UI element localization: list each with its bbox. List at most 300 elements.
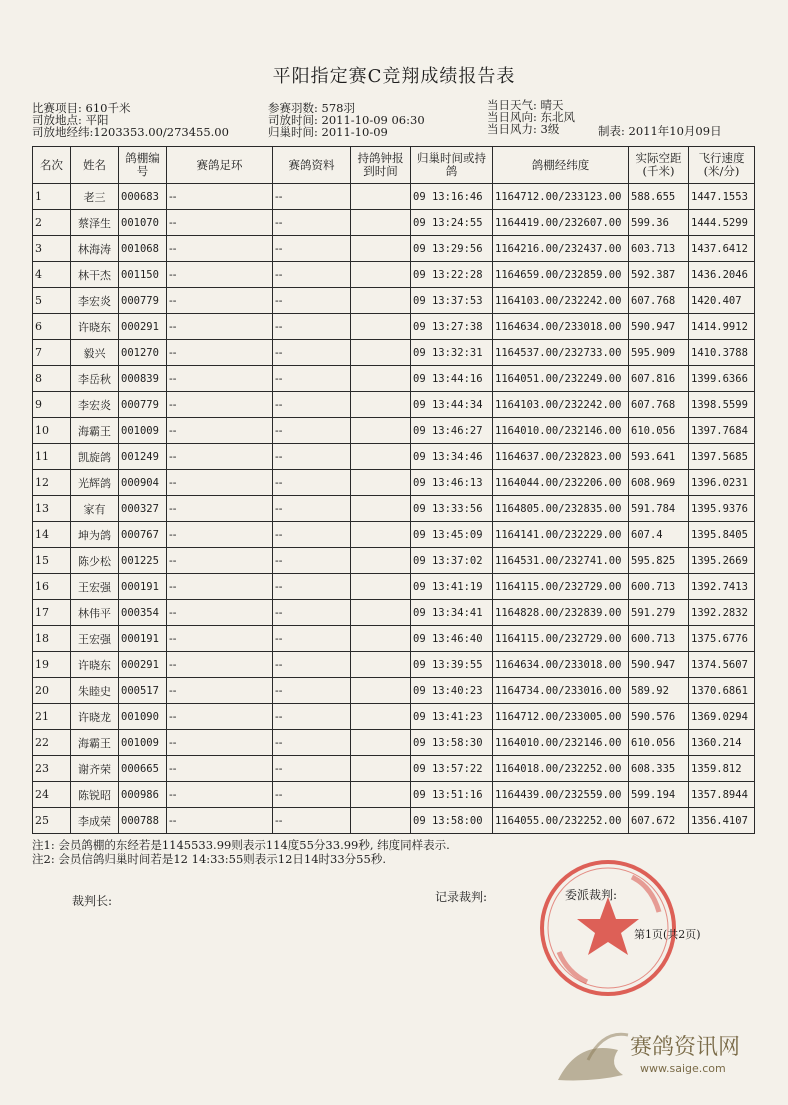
table-cell: 09 13:58:30 [411, 730, 493, 756]
table-cell: 1369.0294 [689, 704, 755, 730]
table-cell: 20 [33, 678, 71, 704]
table-cell: 09 13:44:16 [411, 366, 493, 392]
table-row [33, 262, 755, 288]
table-cell: -- [167, 210, 273, 236]
header-item: 司放地经纬:1203353.00/273455.00 [32, 125, 229, 139]
header-item: 归巢时间: 2011-10-09 [268, 125, 388, 139]
table-cell: -- [167, 496, 273, 522]
table-row [33, 652, 755, 678]
table-cell [351, 314, 411, 340]
table-cell: 1410.3788 [689, 340, 755, 366]
table-cell: -- [167, 262, 273, 288]
table-cell [351, 210, 411, 236]
table-cell: -- [167, 236, 273, 262]
header-item: 当日风力: 3级 [487, 122, 560, 136]
table-cell: 林海涛 [71, 236, 119, 262]
table-cell: 001090 [119, 704, 167, 730]
table-cell: 09 13:33:56 [411, 496, 493, 522]
table-cell: -- [167, 366, 273, 392]
table-cell: 001009 [119, 730, 167, 756]
table-cell: 1 [33, 184, 71, 210]
table-cell: 600.713 [629, 574, 689, 600]
table-cell: -- [167, 574, 273, 600]
table-cell: 1164634.00/233018.00 [493, 314, 629, 340]
table-cell: 09 13:37:53 [411, 288, 493, 314]
table-cell: 1398.5599 [689, 392, 755, 418]
table-cell [351, 340, 411, 366]
table-cell: 591.279 [629, 600, 689, 626]
table-cell: 1396.0231 [689, 470, 755, 496]
table-cell: 000191 [119, 626, 167, 652]
table-cell [351, 470, 411, 496]
table-cell: 09 13:27:38 [411, 314, 493, 340]
table-row [33, 574, 755, 600]
table-cell: 000767 [119, 522, 167, 548]
table-cell [351, 678, 411, 704]
made-date: 制表: 2011年10月09日 [598, 124, 722, 138]
table-cell: -- [273, 756, 351, 782]
table-cell: 607.816 [629, 366, 689, 392]
col-header: 赛鸽足环 [167, 147, 273, 184]
table-cell: 1437.6412 [689, 236, 755, 262]
table-cell: -- [167, 730, 273, 756]
note: 注2: 会员信鸽归巢时间若是12 14:33:55则表示12日14时33分55秒. [32, 852, 386, 866]
table-cell: 1164439.00/232559.00 [493, 782, 629, 808]
table-cell: -- [273, 392, 351, 418]
table-cell: 593.641 [629, 444, 689, 470]
table-cell: 5 [33, 288, 71, 314]
table-cell: 09 13:24:55 [411, 210, 493, 236]
table-cell: 10 [33, 418, 71, 444]
header-item: 参赛羽数: 578羽 [268, 101, 355, 115]
table-cell: 许晓龙 [71, 704, 119, 730]
table-cell: 王宏强 [71, 574, 119, 600]
table-cell: 591.784 [629, 496, 689, 522]
table-cell [351, 652, 411, 678]
table-cell: -- [273, 730, 351, 756]
table-cell: 蔡泽生 [71, 210, 119, 236]
table-cell: -- [273, 548, 351, 574]
table-cell: 1399.6366 [689, 366, 755, 392]
table-cell: 607.768 [629, 392, 689, 418]
table-cell [351, 496, 411, 522]
table-cell: -- [273, 444, 351, 470]
table-row [33, 730, 755, 756]
table-cell: 1392.7413 [689, 574, 755, 600]
table-cell: 1356.4107 [689, 808, 755, 834]
table-cell: 23 [33, 756, 71, 782]
table-cell: 1395.8405 [689, 522, 755, 548]
table-cell: 1357.8944 [689, 782, 755, 808]
table-cell: 610.056 [629, 730, 689, 756]
table-cell: 001150 [119, 262, 167, 288]
table-cell: 许晓东 [71, 652, 119, 678]
table-row [33, 756, 755, 782]
table-cell: -- [273, 574, 351, 600]
table-cell: 12 [33, 470, 71, 496]
table-cell [351, 548, 411, 574]
table-cell: -- [273, 470, 351, 496]
table-cell: 陈少松 [71, 548, 119, 574]
table-row [33, 496, 755, 522]
referee-label: 裁判长: [72, 894, 113, 908]
table-row [33, 808, 755, 834]
table-cell: -- [273, 522, 351, 548]
table-cell: 000291 [119, 314, 167, 340]
table-cell: 1395.2669 [689, 548, 755, 574]
results-table [32, 146, 755, 834]
table-cell: 11 [33, 444, 71, 470]
table-cell: 1164659.00/232859.00 [493, 262, 629, 288]
table-cell: -- [273, 262, 351, 288]
table-cell: 1164103.00/232242.00 [493, 288, 629, 314]
page-number: 第1页(共2页) [634, 928, 701, 941]
table-cell: -- [167, 756, 273, 782]
table-cell: 陈锐昭 [71, 782, 119, 808]
table-cell: 595.825 [629, 548, 689, 574]
table-row [33, 366, 755, 392]
table-cell: 1164018.00/232252.00 [493, 756, 629, 782]
recorder-label: 记录裁判: [435, 890, 488, 904]
table-cell: 16 [33, 574, 71, 600]
header-item: 当日天气: 晴天 [487, 98, 564, 112]
table-cell [351, 782, 411, 808]
table-cell: -- [273, 288, 351, 314]
table-cell: -- [273, 626, 351, 652]
table-cell: 1447.1553 [689, 184, 755, 210]
table-cell: 24 [33, 782, 71, 808]
table-cell: 18 [33, 626, 71, 652]
table-cell: -- [167, 704, 273, 730]
table-cell: 09 13:41:19 [411, 574, 493, 600]
table-cell: 608.335 [629, 756, 689, 782]
table-cell: 001225 [119, 548, 167, 574]
table-cell: 李成荣 [71, 808, 119, 834]
table-cell: 19 [33, 652, 71, 678]
table-cell: 608.969 [629, 470, 689, 496]
table-cell: 001070 [119, 210, 167, 236]
table-cell: 000354 [119, 600, 167, 626]
table-cell: 1164828.00/232839.00 [493, 600, 629, 626]
table-cell [351, 418, 411, 444]
table-row [33, 782, 755, 808]
table-cell: 1164805.00/232835.00 [493, 496, 629, 522]
table-cell: -- [273, 704, 351, 730]
table-row [33, 340, 755, 366]
table-cell: 1164044.00/232206.00 [493, 470, 629, 496]
table-cell: -- [273, 340, 351, 366]
table-row [33, 704, 755, 730]
table-cell: 1392.2832 [689, 600, 755, 626]
table-cell: 09 13:34:46 [411, 444, 493, 470]
table-cell: -- [167, 808, 273, 834]
table-row [33, 678, 755, 704]
table-cell: -- [273, 314, 351, 340]
table-cell: 1164051.00/232249.00 [493, 366, 629, 392]
header-item: 比赛项目: 610千米 [32, 101, 131, 115]
table-cell: 许晓东 [71, 314, 119, 340]
table-cell [351, 392, 411, 418]
table-cell: 1375.6776 [689, 626, 755, 652]
table-cell: 000517 [119, 678, 167, 704]
table-cell: 001068 [119, 236, 167, 262]
table-cell [351, 730, 411, 756]
table-cell: 000665 [119, 756, 167, 782]
table-cell: 09 13:37:02 [411, 548, 493, 574]
table-row [33, 288, 755, 314]
table-cell: 1164419.00/232607.00 [493, 210, 629, 236]
table-cell: 1164712.00/233005.00 [493, 704, 629, 730]
table-cell [351, 366, 411, 392]
table-cell: 13 [33, 496, 71, 522]
table-cell: -- [167, 314, 273, 340]
table-cell: 1164141.00/232229.00 [493, 522, 629, 548]
notes [32, 838, 450, 866]
table-cell: 590.947 [629, 314, 689, 340]
table-cell: 1164010.00/232146.00 [493, 730, 629, 756]
table-cell: -- [167, 522, 273, 548]
table-cell: 1164634.00/233018.00 [493, 652, 629, 678]
table-cell: 1164637.00/232823.00 [493, 444, 629, 470]
table-cell: -- [167, 184, 273, 210]
table-row [33, 600, 755, 626]
table-cell: 000779 [119, 288, 167, 314]
table-cell: 607.672 [629, 808, 689, 834]
table-cell: 590.947 [629, 652, 689, 678]
table-cell: 3 [33, 236, 71, 262]
table-cell: 17 [33, 600, 71, 626]
table-cell: 09 13:40:23 [411, 678, 493, 704]
table-row [33, 236, 755, 262]
table-cell: 25 [33, 808, 71, 834]
table-cell: 22 [33, 730, 71, 756]
table-cell [351, 808, 411, 834]
table-cell [351, 288, 411, 314]
table-cell: 1370.6861 [689, 678, 755, 704]
table-cell: 607.768 [629, 288, 689, 314]
table-cell [351, 574, 411, 600]
col-header: 名次 [33, 147, 71, 184]
table-cell: 09 13:22:28 [411, 262, 493, 288]
table-row [33, 314, 755, 340]
table-cell: 592.387 [629, 262, 689, 288]
table-cell: 000839 [119, 366, 167, 392]
table-cell [351, 600, 411, 626]
table-cell: 09 13:46:13 [411, 470, 493, 496]
table-cell: 海霸王 [71, 730, 119, 756]
table-cell: 09 13:46:27 [411, 418, 493, 444]
table-cell: 林伟平 [71, 600, 119, 626]
table-cell: -- [273, 418, 351, 444]
table-cell: -- [273, 678, 351, 704]
table-cell: 4 [33, 262, 71, 288]
table-cell [351, 704, 411, 730]
table-row [33, 626, 755, 652]
header-item: 司放时间: 2011-10-09 06:30 [268, 113, 425, 127]
table-cell: -- [167, 444, 273, 470]
table-cell: -- [273, 600, 351, 626]
table-cell: 1164115.00/232729.00 [493, 626, 629, 652]
table-cell: 590.576 [629, 704, 689, 730]
table-cell: -- [167, 340, 273, 366]
header-mid [268, 102, 425, 138]
table-cell: 林干杰 [71, 262, 119, 288]
table-cell: 坤为鸽 [71, 522, 119, 548]
watermark-url: www.saige.com [640, 1062, 726, 1075]
table-cell: 000904 [119, 470, 167, 496]
table-cell: 000327 [119, 496, 167, 522]
table-cell: 588.655 [629, 184, 689, 210]
table-cell: -- [273, 496, 351, 522]
table-cell: 李岳秋 [71, 366, 119, 392]
table-cell: 李宏炎 [71, 288, 119, 314]
table-cell: 7 [33, 340, 71, 366]
table-cell: 家有 [71, 496, 119, 522]
table-cell: 09 13:16:46 [411, 184, 493, 210]
col-header: 飞行速度(米/分) [689, 147, 755, 184]
table-cell: 老三 [71, 184, 119, 210]
table-cell: -- [273, 366, 351, 392]
table-cell: 610.056 [629, 418, 689, 444]
table-cell [351, 236, 411, 262]
table-cell: 1164115.00/232729.00 [493, 574, 629, 600]
table-cell: 09 13:45:09 [411, 522, 493, 548]
table-cell: 001249 [119, 444, 167, 470]
table-cell [351, 756, 411, 782]
table-cell: 607.4 [629, 522, 689, 548]
header-right [487, 99, 575, 135]
table-cell: 朱睦史 [71, 678, 119, 704]
table-cell [351, 184, 411, 210]
table-row [33, 392, 755, 418]
table-cell: 1414.9912 [689, 314, 755, 340]
table-cell: -- [167, 288, 273, 314]
table-cell: 595.909 [629, 340, 689, 366]
table-cell: 000986 [119, 782, 167, 808]
header-left [32, 102, 229, 138]
table-row [33, 470, 755, 496]
table-cell: 毅兴 [71, 340, 119, 366]
table-cell: -- [167, 652, 273, 678]
table-cell: -- [167, 392, 273, 418]
table-cell: 09 13:32:31 [411, 340, 493, 366]
table-cell: 09 13:39:55 [411, 652, 493, 678]
table-cell: 1164537.00/232733.00 [493, 340, 629, 366]
col-header: 归巢时间或持鸽 [411, 147, 493, 184]
table-cell: 1164216.00/232437.00 [493, 236, 629, 262]
table-cell: 光辉鸽 [71, 470, 119, 496]
table-cell: 09 13:58:00 [411, 808, 493, 834]
table-cell: 000683 [119, 184, 167, 210]
col-header: 姓名 [71, 147, 119, 184]
table-row [33, 522, 755, 548]
note: 注1: 会员鸽棚的东经若是1145533.99则表示114度55分33.99秒, 纬度同样表示. [32, 838, 450, 852]
table-cell: 21 [33, 704, 71, 730]
delegate-label: 委派裁判: [565, 888, 618, 902]
table-cell: -- [167, 626, 273, 652]
header-item: 司放地点: 平阳 [32, 113, 109, 127]
table-cell: 1444.5299 [689, 210, 755, 236]
table-cell: 1436.2046 [689, 262, 755, 288]
table-cell: 9 [33, 392, 71, 418]
table-cell: -- [273, 210, 351, 236]
table-cell: 000779 [119, 392, 167, 418]
table-cell: 1397.7684 [689, 418, 755, 444]
table-cell: 09 13:57:22 [411, 756, 493, 782]
table-cell [351, 626, 411, 652]
col-header: 持鸽钟报到时间 [351, 147, 411, 184]
table-cell [351, 262, 411, 288]
table-cell: 1164531.00/232741.00 [493, 548, 629, 574]
table-cell: -- [167, 548, 273, 574]
table-cell: 603.713 [629, 236, 689, 262]
table-cell: 09 13:29:56 [411, 236, 493, 262]
table-cell: -- [167, 782, 273, 808]
table-cell: 1164712.00/233123.00 [493, 184, 629, 210]
table-cell: 001009 [119, 418, 167, 444]
table-cell: 14 [33, 522, 71, 548]
table-cell: 1359.812 [689, 756, 755, 782]
table-cell: 600.713 [629, 626, 689, 652]
table-cell: 09 13:44:34 [411, 392, 493, 418]
col-header: 鸽棚经纬度 [493, 147, 629, 184]
table-cell: 1164010.00/232146.00 [493, 418, 629, 444]
table-cell [351, 522, 411, 548]
table-cell: 599.194 [629, 782, 689, 808]
table-cell: 1164055.00/232252.00 [493, 808, 629, 834]
table-cell: -- [273, 782, 351, 808]
col-header: 赛鸽资料 [273, 147, 351, 184]
watermark-name: 赛鸽资讯网 [630, 1035, 741, 1060]
table-row [33, 418, 755, 444]
table-cell: 1420.407 [689, 288, 755, 314]
table-cell: 15 [33, 548, 71, 574]
table-cell: 1397.5685 [689, 444, 755, 470]
table-header-row [33, 147, 755, 184]
table-cell: 09 13:46:40 [411, 626, 493, 652]
table-cell: 001270 [119, 340, 167, 366]
col-header: 鸽棚编号 [119, 147, 167, 184]
table-row [33, 548, 755, 574]
table-cell [351, 444, 411, 470]
table-cell: -- [167, 470, 273, 496]
table-cell: 李宏炎 [71, 392, 119, 418]
table-cell: 09 13:51:16 [411, 782, 493, 808]
table-cell: 王宏强 [71, 626, 119, 652]
table-cell: 000788 [119, 808, 167, 834]
table-cell: 1374.5607 [689, 652, 755, 678]
table-cell: 589.92 [629, 678, 689, 704]
header-item: 当日风向: 东北风 [487, 110, 576, 124]
table-row [33, 444, 755, 470]
table-cell: 2 [33, 210, 71, 236]
table-cell: 09 13:34:41 [411, 600, 493, 626]
table-cell: 海霸王 [71, 418, 119, 444]
table-cell: -- [167, 418, 273, 444]
table-cell: -- [167, 678, 273, 704]
col-header: 实际空距(千米) [629, 147, 689, 184]
table-row [33, 210, 755, 236]
table-cell: 1360.214 [689, 730, 755, 756]
table-cell: -- [273, 808, 351, 834]
table-cell: 谢齐荣 [71, 756, 119, 782]
table-cell: 6 [33, 314, 71, 340]
table-cell: 凯旋鸽 [71, 444, 119, 470]
table-cell: 000191 [119, 574, 167, 600]
table-cell: 09 13:41:23 [411, 704, 493, 730]
table-cell: 599.36 [629, 210, 689, 236]
table-cell: 8 [33, 366, 71, 392]
